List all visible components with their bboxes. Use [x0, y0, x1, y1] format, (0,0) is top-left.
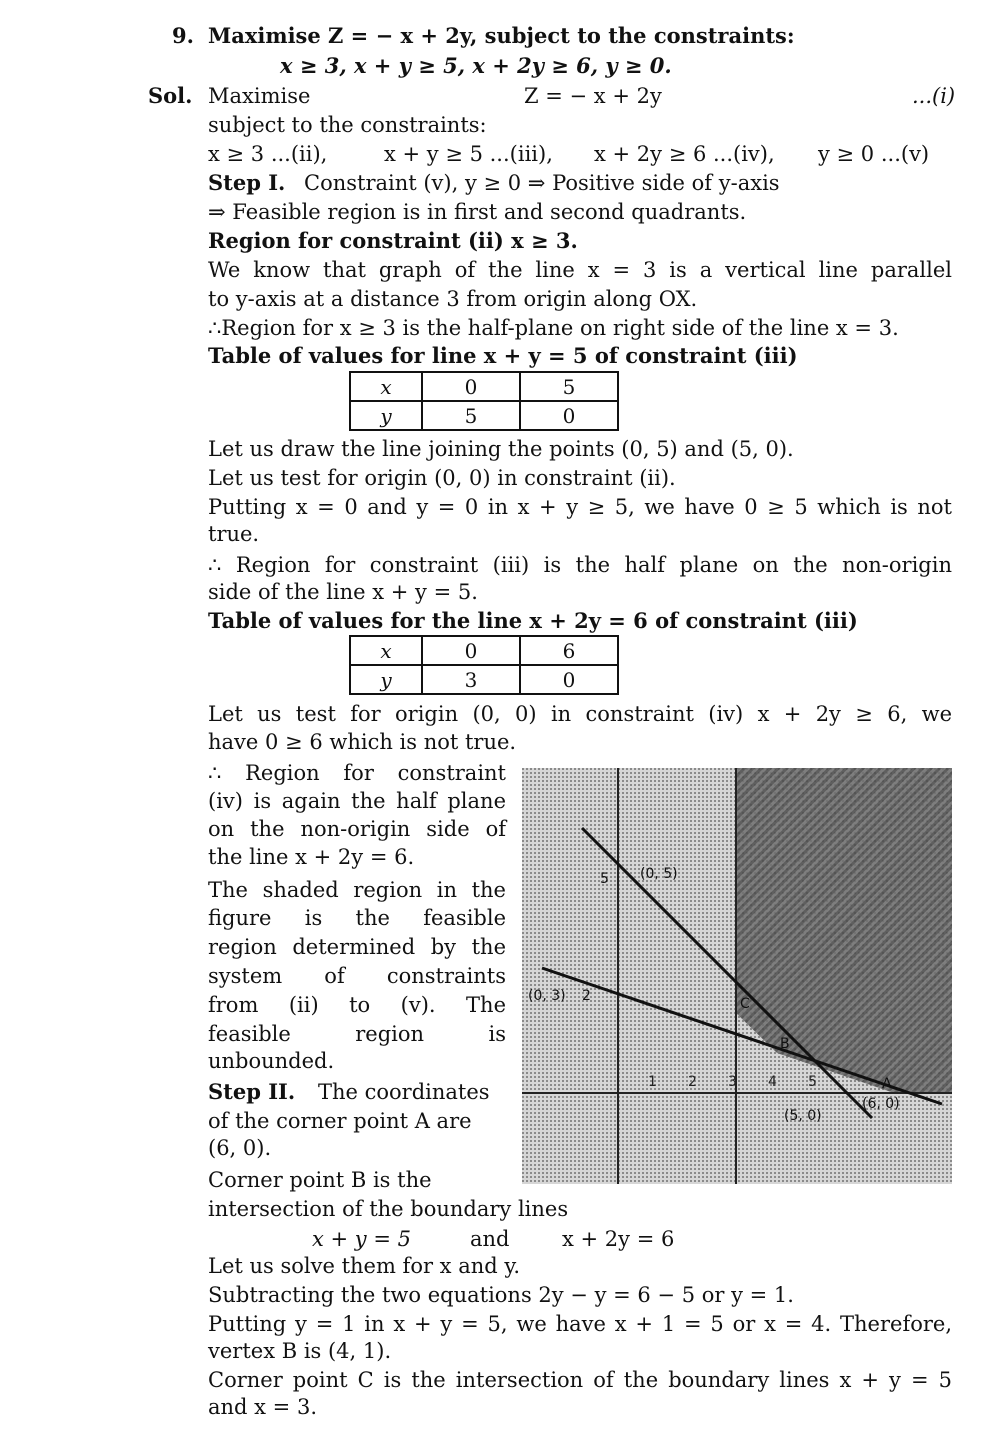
putting2-line2: vertex B is (4, 1).: [208, 1339, 392, 1363]
putting-line1: Putting x = 0 and y = 0 in x + y ≥ 5, we have 0 ≥ 5 which is not: [208, 495, 952, 519]
x-tick-label: 4: [768, 1074, 777, 1090]
table1-row-x: [350, 372, 618, 401]
x-tick-label: 1: [648, 1074, 657, 1090]
label-corner-c: C: [740, 996, 750, 1012]
problem-statement: Maximise Z = − x + 2y, subject to the constraints:: [208, 23, 795, 48]
join-line: Let us draw the line joining the points (0, 5) and (5, 0).: [208, 437, 794, 461]
table2: [349, 635, 619, 695]
table2-x-header: x: [350, 636, 422, 665]
table1-cell: 5: [422, 401, 520, 430]
left-col-line: the line x + 2y = 6.: [208, 845, 415, 869]
left-col-line: (iv) is again the half plane: [208, 789, 506, 813]
constraint-iii: x + y ≥ 5 ...(iii),: [384, 142, 553, 166]
putting-line2: true.: [208, 522, 260, 546]
putting2-line1: Putting y = 1 in x + y = 5, we have x + 1 = 5 or x = 4. Therefore,: [208, 1312, 952, 1336]
table2-cell: 0: [422, 636, 520, 665]
equation-right: x + 2y = 6: [562, 1227, 675, 1251]
left-col-line: figure is the feasible: [208, 906, 506, 930]
label-two: 2: [582, 988, 591, 1004]
step2-title: Step II.: [208, 1079, 296, 1104]
label-point-6-0: (6, 0): [862, 1096, 900, 1112]
left-col-line: ∴ Region for constraint: [208, 761, 506, 785]
test-line: Let us test for origin (0, 0) in constraint (ii).: [208, 466, 676, 490]
left-col-line: unbounded.: [208, 1049, 335, 1073]
step1-title: Step I.: [208, 170, 286, 195]
solve-line: Let us solve them for x and y.: [208, 1254, 521, 1278]
constraint-v: y ≥ 0 ...(v): [818, 142, 930, 166]
equation-left: x + y = 5: [312, 1227, 411, 1251]
x-tick-label: 3: [728, 1074, 737, 1090]
table2-cell: 0: [520, 665, 618, 694]
region-ii-line1: We know that graph of the line x = 3 is a vertical line parallel: [208, 258, 952, 282]
test-iv-line2: have 0 ≥ 6 which is not true.: [208, 730, 517, 754]
table2-title: Table of values for the line x + 2y = 6 of constraint (iii): [208, 608, 858, 633]
step2-line: The coordinates: [318, 1080, 490, 1104]
table2-y-header: y: [350, 665, 422, 694]
cornerC-line2: and x = 3.: [208, 1395, 317, 1419]
problem-constraints: x ≥ 3, x + y ≥ 5, x + 2y ≥ 6, y ≥ 0.: [280, 53, 672, 78]
table1-cell: 5: [520, 372, 618, 401]
region-iii-line2: side of the line x + y = 5.: [208, 580, 478, 604]
table2-cell: 3: [422, 665, 520, 694]
step2-line: (6, 0).: [208, 1136, 272, 1160]
table1-cell: 0: [520, 401, 618, 430]
subject-to: subject to the constraints:: [208, 113, 487, 137]
x-tick-label: 5: [808, 1074, 817, 1090]
region-ii-line3: ∴Region for x ≥ 3 is the half-plane on right side of the line x = 3.: [208, 316, 899, 340]
subtract-line: Subtracting the two equations 2y − y = 6 − 5 or y = 1.: [208, 1283, 794, 1307]
cornerC-line1: Corner point C is the intersection of the boundary lines x + y = 5: [208, 1368, 952, 1392]
step1-feasible: ⇒ Feasible region is in first and second quadrants.: [208, 200, 747, 224]
table1-title: Table of values for line x + y = 5 of constraint (iii): [208, 343, 798, 368]
objective-function: Z = − x + 2y: [524, 84, 662, 108]
equation-and: and: [470, 1227, 510, 1251]
step2-line: of the corner point A are: [208, 1109, 472, 1133]
problem-number: 9.: [172, 23, 194, 48]
table2-row-x: [350, 636, 618, 665]
boundary-line: intersection of the boundary lines: [208, 1197, 569, 1221]
table1: [349, 371, 619, 431]
region-iii-line1: ∴ Region for constraint (iii) is the half plane on the non-origin: [208, 553, 952, 577]
constraint-iv: x + 2y ≥ 6 ...(iv),: [594, 142, 775, 166]
label-five: 5: [600, 871, 609, 887]
region-ii-title: Region for constraint (ii) x ≥ 3.: [208, 228, 578, 253]
step1-text: Constraint (v), y ≥ 0 ⇒ Positive side of y-axis: [304, 171, 780, 195]
maximise-label: Maximise: [208, 84, 311, 108]
test-iv-line1: Let us test for origin (0, 0) in constraint (iv) x + 2y ≥ 6, we: [208, 702, 952, 726]
table2-row-y: [350, 665, 618, 694]
x-tick-label: 2: [688, 1074, 697, 1090]
table2-cell: 6: [520, 636, 618, 665]
table1-x-header: x: [350, 372, 422, 401]
left-col-line: on the non-origin side of: [208, 817, 506, 841]
objective-tag: ...(i): [912, 84, 956, 108]
left-col-line: The shaded region in the: [208, 878, 506, 902]
label-point-0-3: (0, 3): [528, 988, 566, 1004]
left-col-line: region determined by the: [208, 935, 506, 959]
constraint-ii: x ≥ 3 ...(ii),: [208, 142, 328, 166]
table1-row-y: [350, 401, 618, 430]
step2-line: Corner point B is the: [208, 1168, 432, 1192]
left-col-line: system of constraints: [208, 964, 506, 988]
region-ii-line2: to y-axis at a distance 3 from origin along OX.: [208, 287, 698, 311]
label-corner-a: A: [882, 1076, 892, 1092]
sol-label: Sol.: [148, 83, 193, 108]
table1-y-header: y: [350, 401, 422, 430]
left-col-line: feasible region is: [208, 1022, 506, 1046]
label-point-0-5: (0, 5): [640, 866, 678, 882]
feasible-region-graph: [522, 768, 952, 1184]
label-point-5-0: (5, 0): [784, 1108, 822, 1124]
table1-cell: 0: [422, 372, 520, 401]
label-corner-b: B: [780, 1036, 790, 1052]
left-col-line: from (ii) to (v). The: [208, 993, 506, 1017]
